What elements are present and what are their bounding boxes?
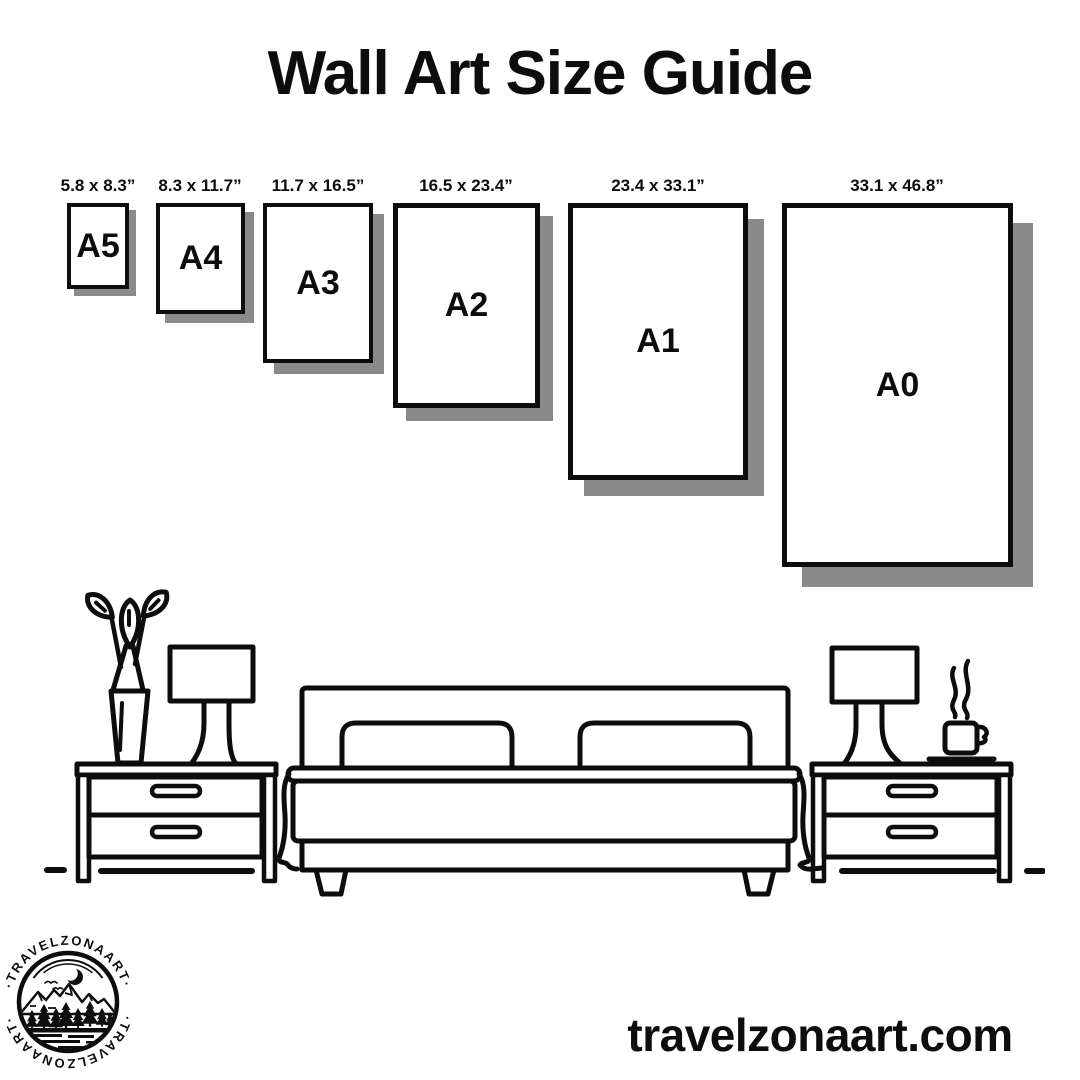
lamp-left bbox=[170, 647, 253, 764]
dimension-label-a3: 11.7 x 16.5” bbox=[271, 176, 365, 195]
paper-a2 bbox=[393, 203, 540, 408]
pillow-left bbox=[342, 723, 512, 770]
bedroom-illustration bbox=[40, 580, 1045, 900]
bed bbox=[279, 688, 822, 894]
paper-a3 bbox=[263, 203, 373, 363]
plant-vase bbox=[83, 587, 172, 763]
dimension-label-a2: 16.5 x 23.4” bbox=[419, 176, 513, 195]
nightstand-left bbox=[77, 764, 276, 881]
lamp-right bbox=[832, 648, 917, 764]
bed-foot-right bbox=[744, 870, 774, 894]
coffee-cup bbox=[929, 661, 994, 759]
dimension-label-a4: 8.3 x 11.7” bbox=[158, 176, 242, 195]
paper-a5-name: A5 bbox=[76, 226, 120, 265]
bed-base bbox=[302, 841, 788, 870]
paper-a0 bbox=[782, 203, 1013, 567]
website-url: travelzonaart.com bbox=[627, 1009, 1013, 1061]
mattress bbox=[293, 781, 795, 841]
dimension-label-a5: 5.8 x 8.3” bbox=[60, 176, 136, 195]
steam-icon bbox=[952, 668, 955, 717]
paper-a0-name: A0 bbox=[875, 365, 920, 404]
bed-foot-left bbox=[316, 870, 346, 894]
vase bbox=[111, 691, 148, 763]
page-title: Wall Art Size Guide bbox=[267, 39, 813, 108]
paper-a4 bbox=[156, 203, 245, 314]
paper-a3-name: A3 bbox=[296, 263, 340, 302]
nightstand-right bbox=[812, 764, 1011, 881]
dimension-label-a1: 23.4 x 33.1” bbox=[611, 176, 705, 195]
paper-a4-name: A4 bbox=[178, 239, 223, 277]
paper-a1 bbox=[568, 203, 748, 480]
logo-arc-text-top: ·TRAVELZONAART· bbox=[0, 932, 136, 990]
paper-a1-name: A1 bbox=[636, 322, 680, 360]
brand-logo bbox=[0, 928, 148, 1076]
dimension-label-a0: 33.1 x 46.8” bbox=[850, 176, 944, 195]
logo-arc-text-bottom: ·TRAVELZONAART· bbox=[0, 1014, 136, 1072]
paper-a2-name: A2 bbox=[444, 286, 489, 324]
paper-a5 bbox=[67, 203, 129, 289]
pillow-right bbox=[580, 723, 750, 770]
